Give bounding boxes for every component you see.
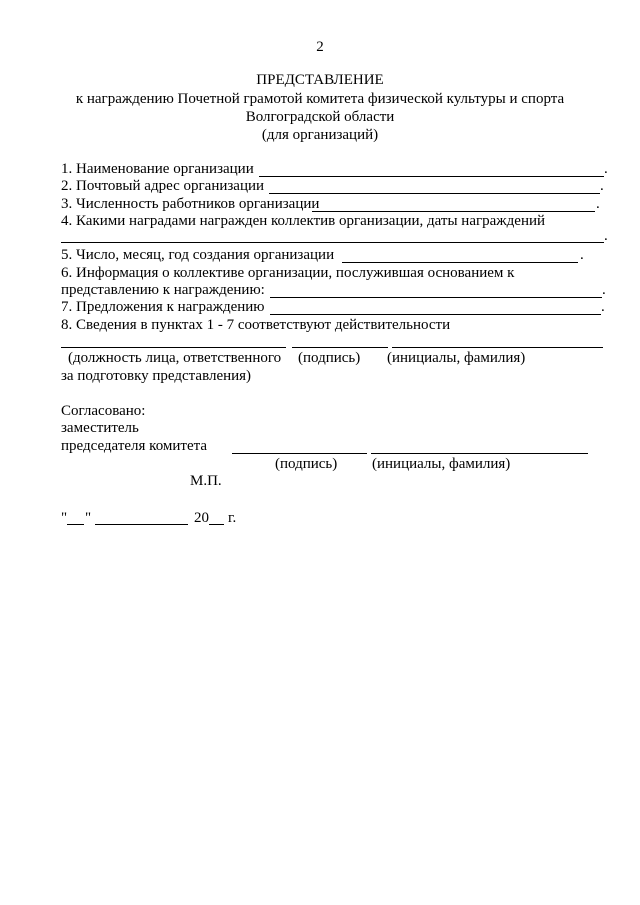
field-line-founding-date[interactable] bbox=[342, 262, 578, 263]
stamp-placeholder: М.П. bbox=[190, 473, 222, 489]
document-subtitle: к награждению Почетной грамотой комитета физической культуры и спорта bbox=[75, 91, 565, 107]
date-month-line[interactable] bbox=[95, 524, 188, 525]
field-line-postal-address[interactable] bbox=[269, 193, 600, 194]
signature-line-position[interactable] bbox=[61, 347, 286, 348]
signature-caption-name: (инициалы, фамилия) bbox=[387, 350, 526, 366]
field-period: . bbox=[602, 282, 606, 298]
date-year-line[interactable] bbox=[209, 524, 224, 525]
page-number: 2 bbox=[316, 39, 324, 55]
field-label-collective-info-cont: представлению к награждению: bbox=[61, 282, 265, 298]
field-label-collective-info: 6. Информация о коллективе организации, послужившая основанием к bbox=[61, 265, 515, 281]
field-period: . bbox=[604, 228, 608, 244]
date-quote-close: " bbox=[85, 510, 92, 526]
signature-line-signature[interactable] bbox=[292, 347, 388, 348]
approval-name-line[interactable] bbox=[371, 453, 588, 454]
approval-heading: Согласовано: bbox=[61, 403, 146, 419]
approval-signature-line[interactable] bbox=[232, 453, 367, 454]
field-line-awards[interactable] bbox=[61, 242, 604, 243]
field-period: . bbox=[580, 247, 584, 263]
approval-name-caption: (инициалы, фамилия) bbox=[372, 456, 511, 472]
signature-caption-position-cont: за подготовку представления) bbox=[61, 368, 252, 384]
field-label-confirmation: 8. Сведения в пунктах 1 - 7 соответствуют действительности bbox=[61, 317, 451, 333]
document-title: ПРЕДСТАВЛЕНИЕ bbox=[256, 72, 384, 88]
date-year-suffix: г. bbox=[228, 510, 237, 526]
approval-chairman: председателя комитета bbox=[61, 438, 208, 454]
date-quote-open: " bbox=[61, 510, 68, 526]
field-label-awards: 4. Какими наградами награжден коллектив организации, даты награждений bbox=[61, 213, 546, 229]
field-line-collective-info[interactable] bbox=[270, 297, 602, 298]
field-period: . bbox=[601, 299, 605, 315]
field-period: . bbox=[600, 178, 604, 194]
field-label-postal-address: 2. Почтовый адрес организации bbox=[61, 178, 265, 194]
approval-deputy: заместитель bbox=[61, 420, 139, 436]
field-label-founding-date: 5. Число, месяц, год создания организации bbox=[61, 247, 335, 263]
field-line-organization-name[interactable] bbox=[259, 176, 604, 177]
signature-line-name[interactable] bbox=[392, 347, 603, 348]
date-year-prefix: 20 bbox=[194, 510, 209, 526]
field-period: . bbox=[596, 196, 600, 212]
signature-caption-signature: (подпись) bbox=[298, 350, 361, 366]
date-day-line[interactable] bbox=[67, 524, 84, 525]
approval-signature-caption: (подпись) bbox=[275, 456, 338, 472]
field-label-employee-count: 3. Численность работников организации bbox=[61, 196, 320, 212]
field-period: . bbox=[604, 161, 608, 177]
field-line-award-proposals[interactable] bbox=[270, 314, 601, 315]
document-subtitle-region: Волгоградской области bbox=[245, 109, 395, 125]
field-label-award-proposals: 7. Предложения к награждению bbox=[61, 299, 265, 315]
field-label-organization-name: 1. Наименование организации bbox=[61, 161, 254, 177]
field-line-employee-count[interactable] bbox=[312, 211, 595, 212]
document-subtitle-note: (для организаций) bbox=[261, 127, 379, 143]
signature-caption-position: (должность лица, ответственного bbox=[68, 350, 282, 366]
